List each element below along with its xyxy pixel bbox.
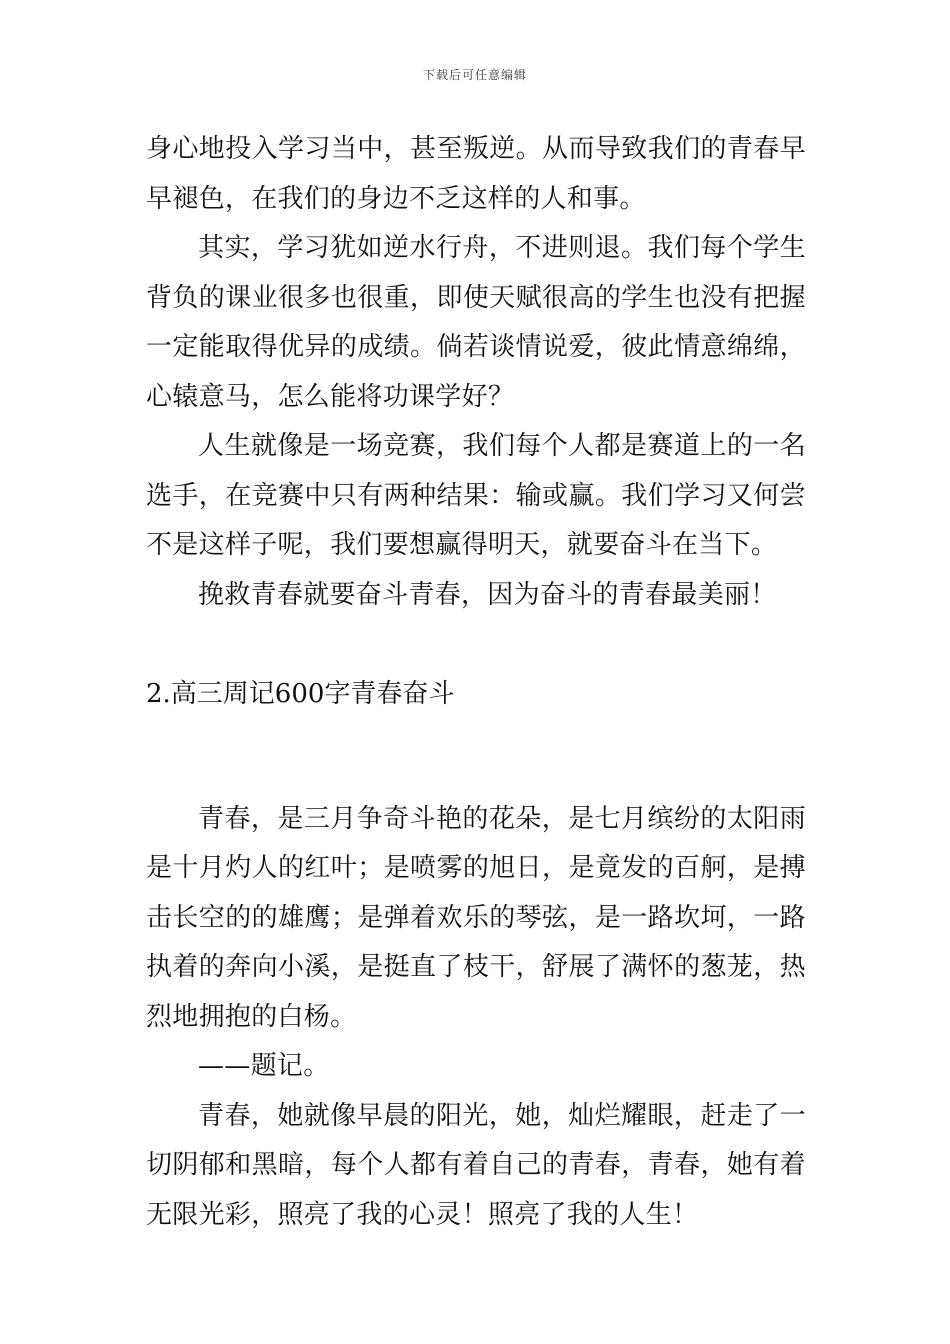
paragraph: 其实，学习犹如逆水行舟，不进则退。我们每个学生背负的课业很多也很重，即使天赋很高的学生也没有把握一定能取得优异的成绩。倘若谈情说爱，彼此情意绵绵，心辕意马，怎么能将功课学好？ — [146, 233, 806, 412]
paragraph: 人生就像是一场竞赛，我们每个人都是赛道上的一名选手，在竞赛中只有两种结果：输或赢。我们学习又何尝不是这样子呢，我们要想赢得明天，就要奋斗在当下。 — [146, 431, 806, 560]
spacer — [146, 720, 806, 795]
spacer — [146, 620, 806, 670]
section-title: 2.高三周记600字青春奋斗 — [146, 679, 455, 709]
epigraph-attribution: ——题记。 — [198, 1051, 330, 1081]
document-body — [146, 125, 806, 1240]
paragraph: 青春，她就像早晨的阳光，她，灿烂耀眼，赶走了一切阴郁和黑暗，每个人都有着自己的青春，青春，她有着无限光彩，照亮了我的心灵！照亮了我的人生！ — [146, 1100, 806, 1230]
paragraph-continuation: 身心地投入学习当中，甚至叛逆。从而导致我们的青春早早褪色，在我们的身边不乏这样的人和事。 — [146, 134, 806, 214]
paragraph: 挽救青春就要奋斗青春，因为奋斗的青春最美丽！ — [198, 579, 777, 610]
paragraph: 青春，是三月争奇斗艳的花朵，是七月缤纷的太阳雨是十月灼人的红叶；是喷雾的旭日，是竟发的百舸，是搏击长空的的雄鹰；是弹着欢乐的琴弦，是一路坎坷，一路执着的奔向小溪，是挺直了枝干，舒展了满怀的葱茏，热烈地拥抱的白杨。 — [146, 803, 806, 1032]
page-header: 下载后可任意编辑 — [422, 68, 527, 82]
